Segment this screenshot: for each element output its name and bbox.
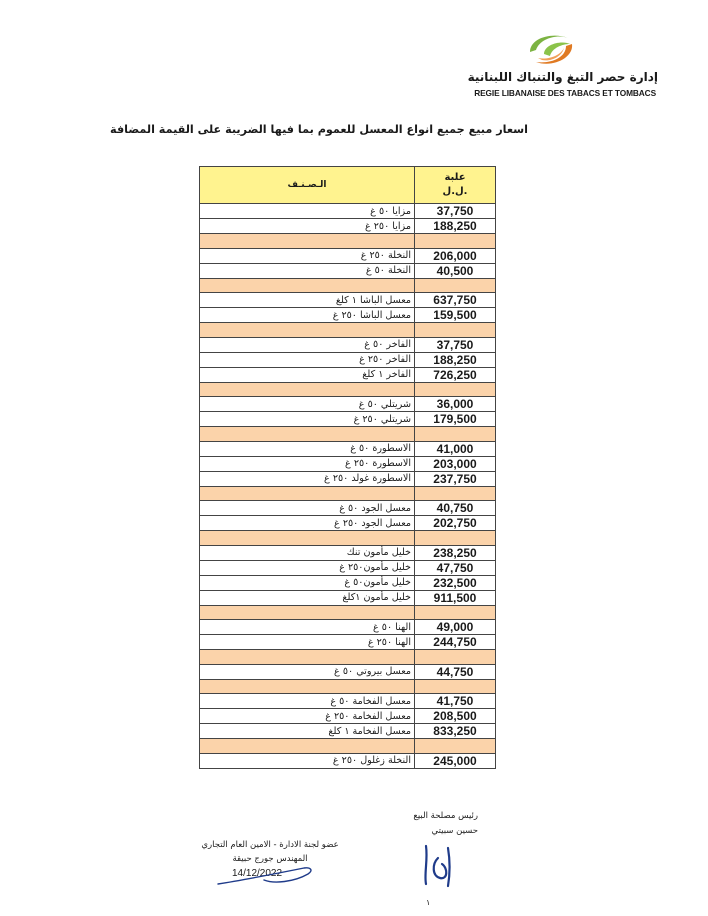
- product-price-cell: 206,000: [415, 248, 496, 263]
- product-name-cell: النخلة ٢٥٠ غ: [200, 248, 415, 263]
- product-name-cell: شريتلي ٢٥٠ غ: [200, 412, 415, 427]
- table-row: [200, 248, 496, 263]
- table-row: [200, 397, 496, 412]
- price-column-header: [415, 167, 496, 204]
- regie-logo-icon: [522, 30, 580, 70]
- product-name-cell: الاسطورة ٥٠ غ: [200, 441, 415, 456]
- table-row: [200, 709, 496, 724]
- product-price-cell: 40,750: [415, 501, 496, 516]
- product-name-cell: معسل الجود ٥٠ غ: [200, 501, 415, 516]
- table-row: [200, 501, 496, 516]
- separator-cell: [415, 486, 496, 501]
- product-price-cell: 232,500: [415, 575, 496, 590]
- product-name-cell: شريتلي ٥٠ غ: [200, 397, 415, 412]
- product-price-cell: 203,000: [415, 456, 496, 471]
- separator-cell: [200, 650, 415, 665]
- separator-cell: [200, 278, 415, 293]
- product-price-cell: 245,000: [415, 753, 496, 768]
- separator-cell: [415, 427, 496, 442]
- product-price-cell: 159,500: [415, 308, 496, 323]
- sales-head-signature-block: [388, 809, 478, 839]
- table-row: [200, 412, 496, 427]
- signature-date: 14/12/2022: [232, 868, 283, 879]
- secretary-general-title: عضو لجنة الادارة - الامين العام التجاري: [201, 840, 339, 850]
- product-price-cell: 833,250: [415, 724, 496, 739]
- product-price-cell: 188,250: [415, 219, 496, 234]
- group-separator-row: [200, 234, 496, 249]
- product-price-cell: 36,000: [415, 397, 496, 412]
- product-price-cell: 37,750: [415, 204, 496, 219]
- product-price-cell: 40,500: [415, 263, 496, 278]
- secretary-general-name: المهندس جورج حبيقة: [232, 854, 308, 864]
- price-table-body: [200, 204, 496, 769]
- separator-cell: [200, 739, 415, 754]
- product-price-cell: 244,750: [415, 635, 496, 650]
- price-table: [199, 166, 496, 769]
- product-price-cell: 41,000: [415, 441, 496, 456]
- table-row: [200, 620, 496, 635]
- separator-cell: [415, 650, 496, 665]
- product-price-cell: 44,750: [415, 664, 496, 679]
- separator-cell: [200, 427, 415, 442]
- product-name-cell: النخلة زغلول ٢٥٠ غ: [200, 753, 415, 768]
- product-name-cell: معسل الفخامة ٥٠ غ: [200, 694, 415, 709]
- sales-head-title: رئيس مصلحة البيع: [413, 811, 478, 821]
- org-name-arabic: إدارة حصر التبغ والتنباك اللبنانية: [467, 70, 658, 84]
- table-row: [200, 560, 496, 575]
- table-row: [200, 516, 496, 531]
- org-name-french: REGIE LIBANAISE DES TABACS ET TOMBACS: [474, 88, 656, 98]
- separator-cell: [415, 323, 496, 338]
- product-price-cell: 41,750: [415, 694, 496, 709]
- separator-cell: [200, 605, 415, 620]
- table-row: [200, 590, 496, 605]
- product-name-cell: معسل بيروتي ٥٠ غ: [200, 664, 415, 679]
- table-row: [200, 293, 496, 308]
- page-title: اسعار مبيع جميع انواع المعسل للعموم بما فيها الضريبة على القيمة المضافة: [110, 123, 528, 136]
- group-separator-row: [200, 679, 496, 694]
- table-row: [200, 664, 496, 679]
- product-name-cell: معسل الباشا ٢٥٠ غ: [200, 308, 415, 323]
- product-name-cell: معسل الجود ٢٥٠ غ: [200, 516, 415, 531]
- separator-cell: [415, 234, 496, 249]
- group-separator-row: [200, 278, 496, 293]
- product-name-cell: معسل الباشا ١ كلغ: [200, 293, 415, 308]
- product-price-cell: 47,750: [415, 560, 496, 575]
- separator-cell: [415, 382, 496, 397]
- product-name-cell: الفاخر ٢٥٠ غ: [200, 352, 415, 367]
- separator-cell: [415, 278, 496, 293]
- group-separator-row: [200, 605, 496, 620]
- product-name-cell: الاسطورة غولد ٢٥٠ غ: [200, 471, 415, 486]
- group-separator-row: [200, 382, 496, 397]
- separator-cell: [200, 486, 415, 501]
- product-name-cell: النخلة ٥٠ غ: [200, 263, 415, 278]
- product-name-cell: الفاخر ٥٠ غ: [200, 337, 415, 352]
- product-name-cell: الاسطورة ٢٥٠ غ: [200, 456, 415, 471]
- separator-cell: [200, 234, 415, 249]
- group-separator-row: [200, 531, 496, 546]
- table-row: [200, 367, 496, 382]
- price-header-currency: ل.ل.: [442, 186, 468, 197]
- table-row: [200, 441, 496, 456]
- table-row: [200, 545, 496, 560]
- product-price-cell: 237,750: [415, 471, 496, 486]
- product-name-cell: خليل مأمون٥٠ غ: [200, 575, 415, 590]
- product-price-cell: 911,500: [415, 590, 496, 605]
- product-price-cell: 208,500: [415, 709, 496, 724]
- group-separator-row: [200, 739, 496, 754]
- secretary-signature-icon: [214, 862, 324, 892]
- product-name-cell: الهنا ٢٥٠ غ: [200, 635, 415, 650]
- table-row: [200, 352, 496, 367]
- group-separator-row: [200, 486, 496, 501]
- product-price-cell: 37,750: [415, 337, 496, 352]
- table-row: [200, 456, 496, 471]
- table-row: [200, 724, 496, 739]
- table-row: [200, 635, 496, 650]
- page-number: ١: [426, 898, 431, 907]
- product-name-cell: مزايا ٢٥٠ غ: [200, 219, 415, 234]
- product-name-cell: خليل مأمون تنك: [200, 545, 415, 560]
- product-price-cell: 726,250: [415, 367, 496, 382]
- group-separator-row: [200, 650, 496, 665]
- separator-cell: [415, 739, 496, 754]
- table-row: [200, 471, 496, 486]
- product-price-cell: 637,750: [415, 293, 496, 308]
- group-separator-row: [200, 427, 496, 442]
- sales-head-name: حسين سبيتي: [431, 826, 478, 836]
- table-row: [200, 263, 496, 278]
- product-price-cell: 188,250: [415, 352, 496, 367]
- product-name-cell: مزايا ٥٠ غ: [200, 204, 415, 219]
- separator-cell: [415, 679, 496, 694]
- category-column-header: الـصـنـف: [200, 167, 415, 204]
- table-row: [200, 204, 496, 219]
- product-name-cell: خليل مأمون ١كلغ: [200, 590, 415, 605]
- product-price-cell: 202,750: [415, 516, 496, 531]
- separator-cell: [200, 679, 415, 694]
- separator-cell: [200, 382, 415, 397]
- separator-cell: [200, 531, 415, 546]
- table-row: [200, 575, 496, 590]
- product-name-cell: خليل مأمون٢٥٠ غ: [200, 560, 415, 575]
- table-row: [200, 337, 496, 352]
- table-row: [200, 308, 496, 323]
- table-row: [200, 219, 496, 234]
- product-price-cell: 238,250: [415, 545, 496, 560]
- product-price-cell: 49,000: [415, 620, 496, 635]
- product-name-cell: الهنا ٥٠ غ: [200, 620, 415, 635]
- product-name-cell: الفاخر ١ كلغ: [200, 367, 415, 382]
- separator-cell: [200, 323, 415, 338]
- table-row: [200, 694, 496, 709]
- separator-cell: [415, 605, 496, 620]
- handwritten-signature-icon: [418, 838, 460, 890]
- price-header-unit: علبة: [444, 172, 466, 183]
- table-row: [200, 753, 496, 768]
- product-name-cell: معسل الفخامة ٢٥٠ غ: [200, 709, 415, 724]
- product-name-cell: معسل الفخامة ١ كلغ: [200, 724, 415, 739]
- group-separator-row: [200, 323, 496, 338]
- product-price-cell: 179,500: [415, 412, 496, 427]
- separator-cell: [415, 531, 496, 546]
